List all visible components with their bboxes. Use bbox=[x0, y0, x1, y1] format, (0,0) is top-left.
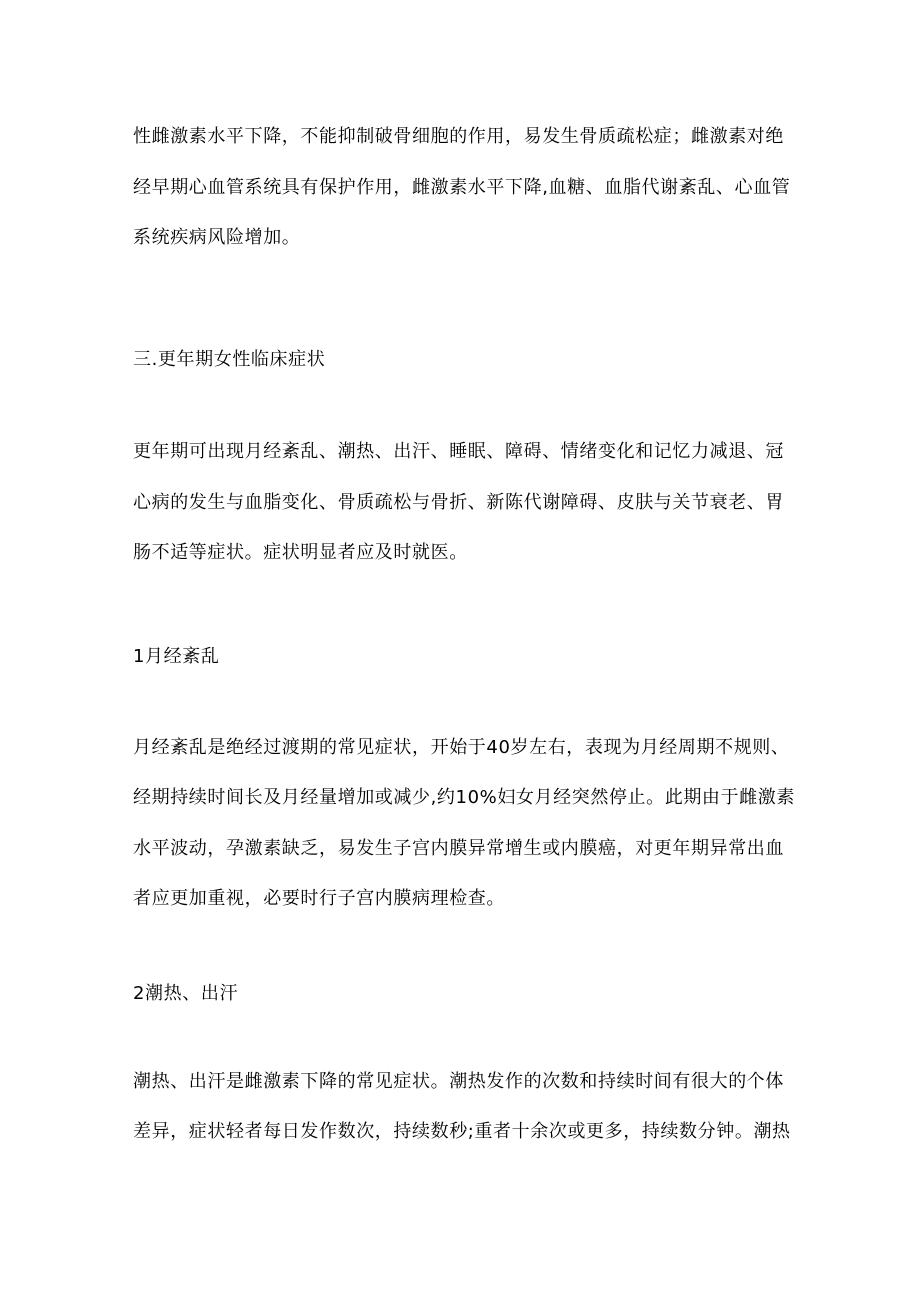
intro-paragraph-line: 系统疾病风险增加。 bbox=[133, 227, 301, 248]
subsection-paragraph-line: 水平波动，孕激素缺乏，易发生子宫内膜异常增生或内膜癌，对更年期异常出血 bbox=[133, 838, 784, 859]
subsection-paragraph-line: 者应更加重视，必要时行子宫内膜病理检查。 bbox=[133, 888, 505, 909]
intro-paragraph-line: 性雌激素水平下降，不能抑制破骨细胞的作用，易发生骨质疏松症；雌激素对绝 bbox=[133, 126, 784, 147]
section-paragraph-line: 肠不适等症状。症状明显者应及时就医。 bbox=[133, 542, 468, 563]
section-paragraph-line: 更年期可出现月经紊乱、潮热、出汗、睡眠、障碍、情绪变化和记忆力减退、冠 bbox=[133, 441, 784, 462]
subsection-heading: 2潮热、出汗 bbox=[133, 983, 239, 1004]
subsection-paragraph-line: 月经紊乱是绝经过渡期的常见症状，开始于40岁左右，表现为月经周期不规则、 bbox=[133, 737, 790, 758]
section-paragraph-line: 心病的发生与血脂变化、骨质疏松与骨折、新陈代谢障碍、皮肤与关节衰老、胃 bbox=[133, 492, 784, 513]
subsection-heading: 1月经紊乱 bbox=[133, 646, 220, 667]
subsection-paragraph-line: 经期持续时间长及月经量增加或减少,约10%妇女月经突然停止。此期由于雌激素 bbox=[133, 787, 795, 808]
intro-paragraph-line: 经早期心血管系统具有保护作用，雌激素水平下降,血糖、血脂代谢紊乱、心血管 bbox=[133, 177, 791, 198]
section-heading: 三.更年期女性临床症状 bbox=[133, 349, 326, 370]
subsection-paragraph-line: 潮热、出汗是雌激素下降的常见症状。潮热发作的次数和持续时间有很大的个体 bbox=[133, 1071, 784, 1092]
subsection-paragraph-line: 差异，症状轻者每日发作数次，持续数秒;重者十余次或更多，持续数分钟。潮热 bbox=[133, 1121, 791, 1142]
